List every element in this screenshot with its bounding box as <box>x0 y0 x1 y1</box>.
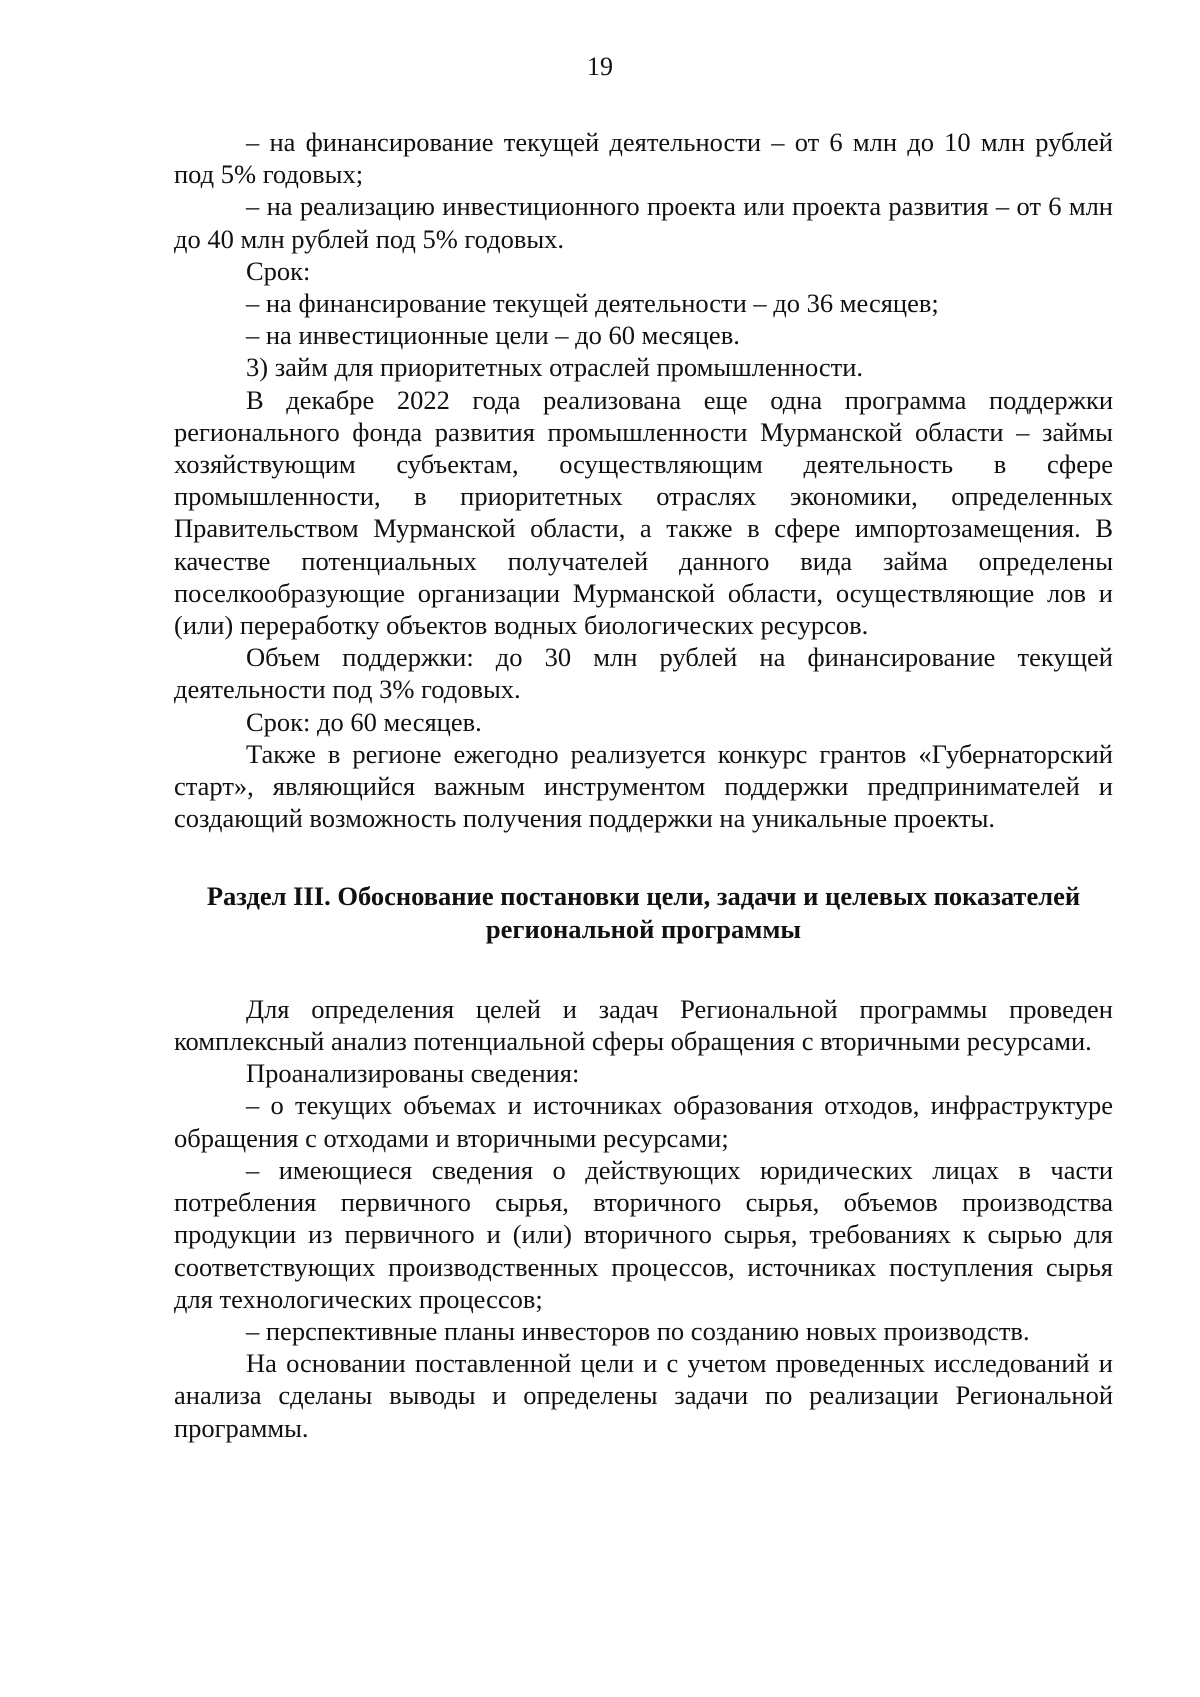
paragraph: Для определения целей и задач Региональной программы проведен комплексный анализ потенциальной сферы обращения с вторичными ресурсами. <box>174 993 1113 1057</box>
paragraph: – имеющиеся сведения о действующих юридических лицах в части потребления первичного сырья, вторичного сырья, объемов производства продукции из первичного и (или) вторичного сырья, требованиях к сырью для соответствующих производственных процессов, источниках поступления сырья для технологических процессов; <box>174 1154 1113 1314</box>
paragraph: Срок: до 60 месяцев. <box>246 706 482 737</box>
page-number: 19 <box>587 52 613 81</box>
paragraph: – перспективные планы инвесторов по созданию новых производств. <box>246 1315 1030 1346</box>
paragraph: Срок: <box>246 255 311 286</box>
section-heading-line: региональной программы <box>485 913 802 944</box>
paragraph: – на финансирование текущей деятельности – от 6 млн до 10 млн рублей под 5% годовых; <box>174 127 1113 190</box>
paragraph: – на финансирование текущей деятельности – до 36 месяцев; <box>246 288 939 319</box>
section-heading-line: Раздел III. Обоснование постановки цели, задачи и целевых показателей <box>206 881 1081 912</box>
paragraph: – на инвестиционные цели – до 60 месяцев. <box>246 320 740 351</box>
paragraph: Также в регионе ежегодно реализуется конкурс грантов «Губернаторский старт», являющийся важным инструментом поддержки предпринимателей и создающий возможность получения поддержки на уникальные проекты. <box>174 738 1113 834</box>
paragraph: На основании поставленной цели и с учетом проведенных исследований и анализа сделаны выводы и определены задачи по реализации Региональной программы. <box>174 1348 1113 1443</box>
paragraph: В декабре 2022 года реализована еще одна программа поддержки регионального фонда развития промышленности Мурманской области – займы хозяйствующим субъектам, осуществляющим деятельность в сфере промышленности, в приоритетных отраслях экономики, определенных Правительством Мурманской области, а также в сфере импортозамещения. В качестве потенциальных получателей данного вида займа определены поселкообразующие организации Мурманской области, осуществляющие лов и (или) переработку объектов водных биологических ресурсов. <box>174 384 1113 641</box>
document-body <box>174 126 1113 1444</box>
paragraph: Проанализированы сведения: <box>246 1058 580 1089</box>
section-heading <box>174 880 1113 944</box>
paragraph: – на реализацию инвестиционного проекта или проекта развития – от 6 млн до 40 млн рублей под 5% годовых. <box>174 191 1113 254</box>
paragraph: – о текущих объемах и источниках образования отходов, инфраструктуре обращения с отходами и вторичными ресурсами; <box>174 1090 1113 1153</box>
paragraph: Объем поддержки: до 30 млн рублей на финансирование текущей деятельности под 3% годовых. <box>174 642 1113 705</box>
paragraph: 3) займ для приоритетных отраслей промышленности. <box>246 352 864 383</box>
